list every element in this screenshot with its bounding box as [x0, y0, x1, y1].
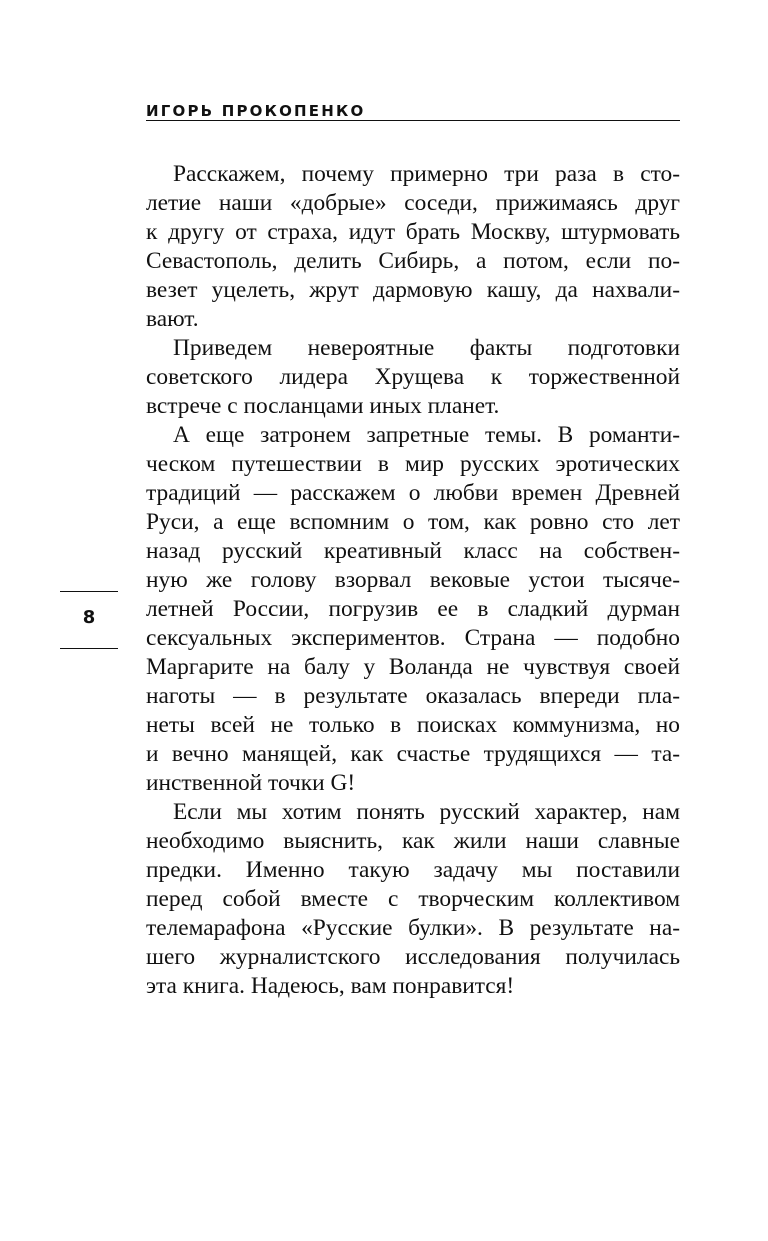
text-line: предки. Именно такую задачу мы поставили — [146, 857, 680, 883]
text-line: сексуальных экспериментов. Страна — подобно — [146, 625, 680, 651]
text-line: наготы — в результате оказалась впереди пла- — [146, 683, 680, 709]
text-line: перед собой вместе с творческим коллективом — [146, 886, 680, 912]
text-line: везет уцелеть, жрут дармовую кашу, да нахвали- — [146, 277, 680, 303]
text-line: к другу от страха, идут брать Москву, штурмовать — [146, 219, 680, 245]
paragraph-4 — [146, 798, 680, 1001]
text-line: шего журналистского исследования получилась — [146, 944, 680, 970]
text-line: эта книга. Надеюсь, вам понравится! — [146, 973, 515, 999]
text-line: Маргарите на балу у Воланда не чувствуя своей — [146, 654, 680, 680]
text-line: ную же голову взорвал вековые устои тысяче- — [146, 567, 680, 593]
text-line: вают. — [146, 306, 199, 332]
text-line: и вечно манящей, как счастье трудящихся — та- — [146, 741, 680, 767]
text-line: ческом путешествии в мир русских эротических — [146, 451, 680, 477]
text-line: необходимо выяснить, как жили наши славные — [146, 828, 680, 854]
text-line: неты всей не только в поисках коммунизма, но — [146, 712, 680, 738]
text-line: А еще затронем запретные темы. В романти- — [173, 422, 680, 448]
text-line: летие наши «добрые» соседи, прижимаясь друг — [146, 190, 680, 216]
body-text — [146, 160, 680, 1001]
folio-rule-bottom — [60, 648, 118, 649]
page-number: 8 — [82, 607, 96, 628]
paragraph-3 — [146, 421, 680, 798]
text-line: Расскажем, почему примерно три раза в сто- — [173, 161, 680, 187]
folio-rule-top — [60, 591, 118, 592]
text-line: инственной точки G! — [146, 770, 356, 796]
text-line: Севастополь, делить Сибирь, а потом, если по- — [146, 248, 680, 274]
paragraph-2 — [146, 334, 680, 421]
header-rule — [146, 120, 680, 121]
running-head: ИГОРЬ ПРОКОПЕНКО — [146, 102, 366, 120]
text-line: традиций — расскажем о любви времен Древней — [146, 480, 680, 506]
text-line: телемарафона «Русские булки». В результате на- — [146, 915, 680, 941]
text-line: назад русский креативный класс на собствен- — [146, 538, 680, 564]
text-line: летней России, погрузив ее в сладкий дурман — [146, 596, 680, 622]
paragraph-1 — [146, 160, 680, 334]
text-line: встрече с посланцами иных планет. — [146, 393, 500, 419]
text-line: Приведем невероятные факты подготовки — [173, 335, 680, 361]
text-line: Если мы хотим понять русский характер, нам — [173, 799, 680, 825]
text-line: советского лидера Хрущева к торжественной — [146, 364, 680, 390]
text-line: Руси, а еще вспомним о том, как ровно сто лет — [146, 509, 680, 535]
